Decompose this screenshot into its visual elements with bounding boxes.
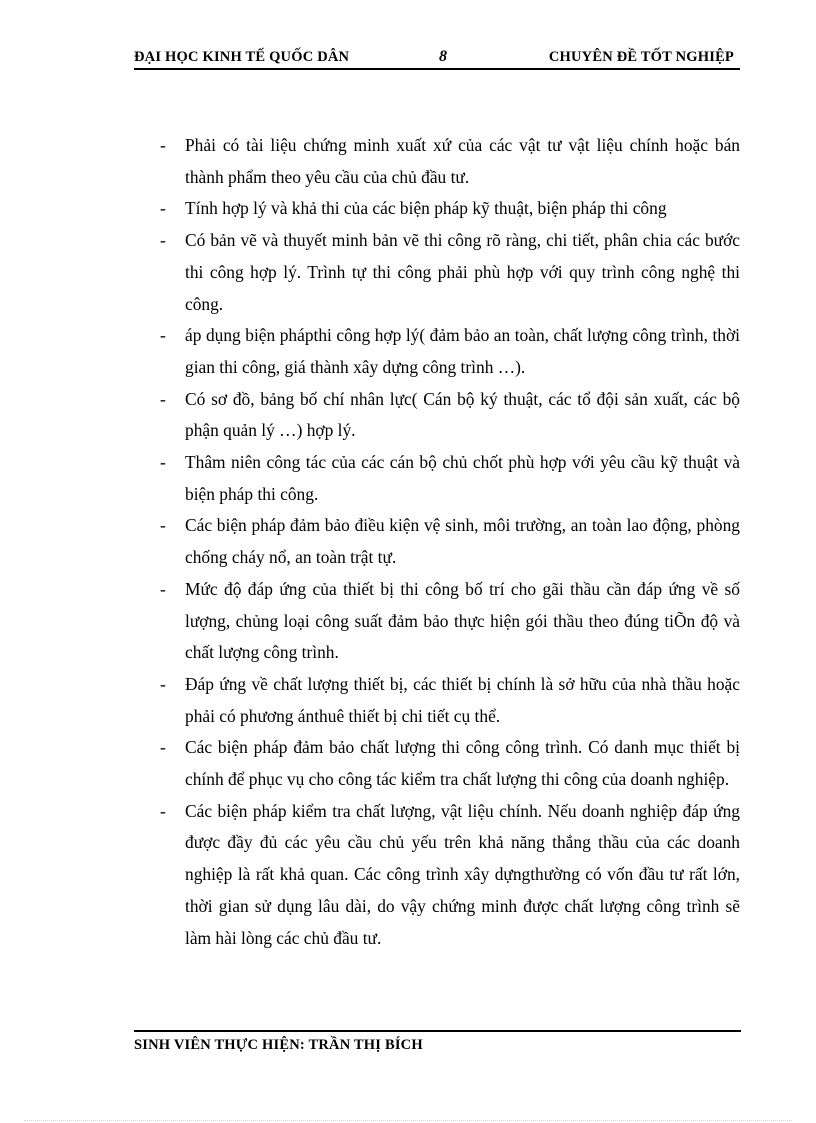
bullet-dash: - [160, 230, 166, 251]
header-thesis-title: CHUYÊN ĐỀ TỐT NGHIỆP [548, 49, 734, 65]
bullet-dash: - [160, 737, 166, 758]
list-item [160, 193, 740, 225]
list-item [160, 574, 740, 669]
list-item-text: Phải có tài liệu chứng minh xuất xứ của các vật tư vật liệu chính hoặc bán thành phẩm theo yêu cầu của chủ đầu tư. [185, 135, 740, 187]
bullet-dash: - [160, 800, 166, 821]
list-item [160, 130, 740, 193]
list-item-text: Thâm niên công tác của các cán bộ chủ chốt phù hợp với yêu cầu kỹ thuật và biện pháp thi công. [185, 452, 740, 504]
list-item [160, 510, 740, 573]
list-item-text: Có bản vẽ và thuyết minh bản vẽ thi công rõ ràng, chi tiết, phân chia các bước thi công hợp lý. Trình tự thi công phải phù hợp với quy trình công nghệ thi công. [185, 230, 740, 314]
bullet-dash: - [160, 135, 166, 155]
list-item-text: Có sơ đồ, bảng bố chí nhân lực( Cán bộ ký thuật, các tổ đội sản xuất, các bộ phận quản lý …) hợp lý. [185, 388, 740, 441]
page-header [134, 48, 740, 70]
header-university: ĐẠI HỌC KINH TẾ QUỐC DÂN [134, 49, 350, 65]
bullet-dash: - [160, 515, 166, 536]
bullet-dash: - [160, 198, 166, 219]
list-item [160, 384, 740, 447]
requirements-list [160, 130, 740, 954]
footer-divider [134, 1030, 741, 1032]
list-item-text: Các biện pháp kiểm tra chất lượng, vật liệu chính. Nếu doanh nghiệp đáp ứng được đầy đủ các yêu cầu chủ yếu trên khả năng thắng thầu của các doanh nghiệp là rất khả quan. Các công trình xây dựngthường có vốn đầu tư rất lớn, thời gian sử dụng lâu dài, do vậy chứng minh được chất lượng công trình sẽ làm hài lòng các chủ đầu tư. [185, 800, 740, 948]
footer-student: SINH VIÊN THỰC HIỆN: TRẦN THỊ BÍCH [134, 1037, 423, 1053]
list-item [160, 447, 740, 510]
bullet-dash: - [160, 388, 166, 409]
list-item-text: Các biện pháp đảm bảo điều kiện vệ sinh, môi trường, an toàn lao động, phòng chống cháy nổ, an toàn trật tự. [185, 515, 740, 568]
bullet-dash: - [160, 325, 166, 346]
page-edge-dots [24, 1120, 792, 1121]
list-item-text: áp dụng biện phápthi công hợp lý( đảm bảo an toàn, chất lượng công trình, thời gian thi công, giá thành xây dựng công trình …). [185, 325, 740, 377]
list-item [160, 732, 740, 795]
bullet-dash: - [160, 452, 166, 473]
bullet-dash: - [160, 673, 166, 694]
list-item-text: Tính hợp lý và khả thi của các biện pháp kỹ thuật, biện pháp thi công [185, 198, 667, 219]
list-item-text: Đáp ứng về chất lượng thiết bị, các thiết bị chính là sở hữu của nhà thầu hoặc phải có phương ánthuê thiết bị chi tiết cụ thể. [185, 673, 740, 726]
list-item [160, 669, 740, 732]
list-item [160, 320, 740, 383]
list-item-text: Mức độ đáp ứng của thiết bị thi công bố trí cho gãi thầu cần đáp ứng về số lượng, chủng loại công suất đảm bảo thực hiện gói thầu theo đúng tiÕn độ và chất lượng công trình. [185, 578, 740, 663]
list-item [160, 225, 740, 320]
list-item [160, 796, 740, 955]
bullet-dash: - [160, 578, 166, 599]
page-number: 8 [439, 48, 447, 65]
list-item-text: Các biện pháp đảm bảo chất lượng thi công công trình. Có danh mục thiết bị chính để phục vụ cho công tác kiểm tra chất lượng thi công của doanh nghiệp. [185, 737, 740, 790]
